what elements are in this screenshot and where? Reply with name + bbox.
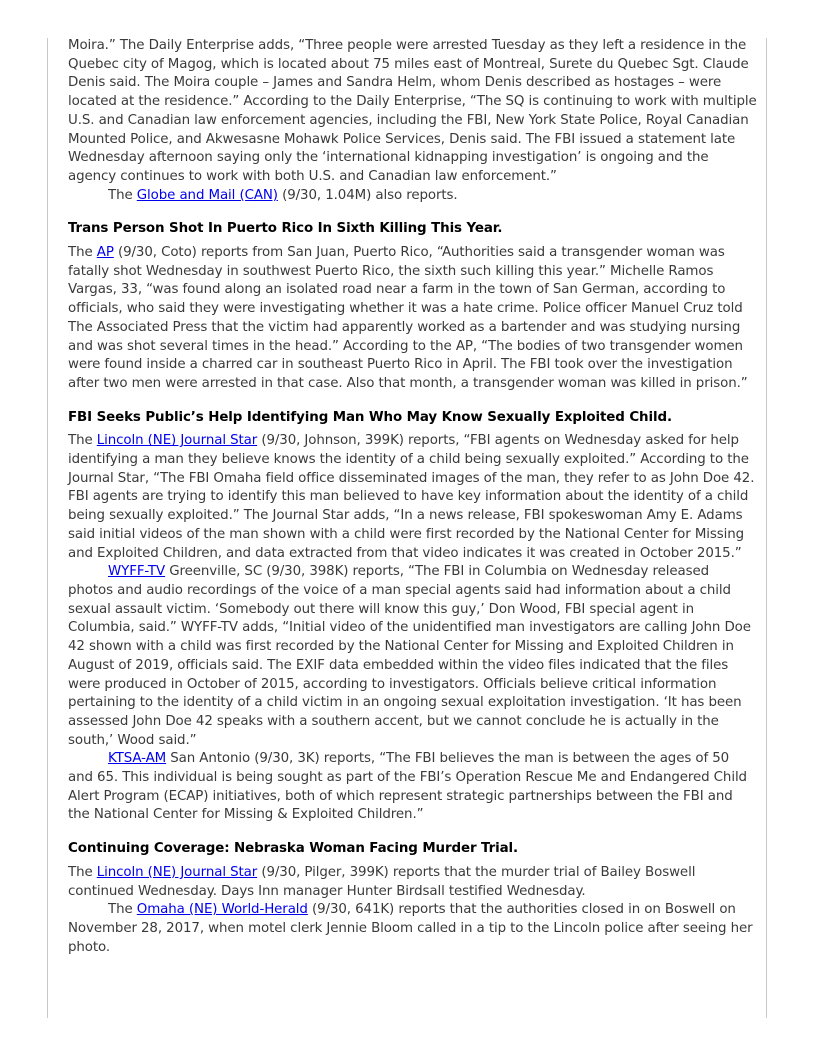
- text-prefix: The: [108, 902, 137, 918]
- article-paragraph: [68, 901, 758, 957]
- article-headline: FBI Seeks Public’s Help Identifying Man Who May Know Sexually Exploited Child.: [68, 409, 672, 425]
- intro-paragraph: Moira.” The Daily Enterprise adds, “Three people were arrested Tuesday as they left a residence in the Quebec city of Magog, which is located about 75 miles east of Montreal, Surete du Quebec Sgt. Claude Denis said. The Moira couple – James and Sandra Helm, whom Denis described as hostages – were located at the residence.” According to the Daily Enterprise, “The SQ is continuing to work with multiple U.S. and Canadian law enforcement agencies, including the FBI, New York State Police, Royal Canadian Mounted Police, and Akwesasne Mohawk Police Services, Denis said. The FBI issued a statement late Wednesday afternoon saying only the ‘international kidnapping investigation’ is ongoing and the agency continues to work with both U.S. and Canadian law enforcement.”: [68, 38, 757, 184]
- article-paragraph: [68, 864, 758, 901]
- ap-link[interactable]: AP: [96, 245, 114, 261]
- text-suffix: (9/30, 1.04M) also reports.: [277, 187, 458, 203]
- globe-and-mail-link[interactable]: Globe and Mail (CAN): [136, 187, 278, 203]
- text-prefix: The: [68, 864, 97, 880]
- text-suffix: Greenville, SC (9/30, 398K) reports, “The FBI in Columbia on Wednesday released photos and audio recordings of the voice of a man special agents said had information about a child sexual assault victim. ‘Somebody out there will know this guy,’ Don Wood, FBI special agent in Columbia, said.” WYFF-TV adds, “Initial video of the unidentified man investigators are calling John Doe 42 shown with a child was first recorded by the National Center for Missing and Exploited Children in August of 2019, officials said. The EXIF data embedded within the video files indicated that the files were produced in October of 2015, according to investigators. Officials believe critical information pertaining to the identity of a child victim in an ongoing sexual exploitation investigation. ‘It has been assessed John Doe 42 speaks with a southern accent, but we cannot conclude he is actually in the south,’ Wood said.”: [68, 564, 751, 748]
- article-headline: Continuing Coverage: Nebraska Woman Facing Murder Trial.: [68, 841, 518, 857]
- omaha-world-herald-link[interactable]: Omaha (NE) World-Herald: [136, 902, 308, 918]
- text-prefix: The: [68, 433, 97, 449]
- lincoln-journal-star-link[interactable]: Lincoln (NE) Journal Star: [96, 864, 258, 880]
- ktsa-am-link[interactable]: KTSA-AM: [108, 751, 167, 767]
- text-suffix: (9/30, Coto) reports from San Juan, Puerto Rico, “Authorities said a transgender woman was fatally shot Wednesday in southwest Puerto Rico, the sixth such killing this year.” Michelle Ramos Vargas, 33, “was found along an isolated road near a farm in the town of San German, according to officials, who said they were investigating whether it was a hate crime. Police officer Manuel Cruz told The Associated Press that the victim had apparently worked as a bartender and was studying nursing and was shot several times in the head.” According to the AP, “The bodies of two transgender women were found inside a charred car in southeast Puerto Rico in April. The FBI took over the investigation after two men were arrested in that case. Also that month, a transgender woman was killed in prison.”: [68, 245, 748, 391]
- text-prefix: The: [68, 245, 97, 261]
- article-paragraph: [68, 563, 758, 750]
- lincoln-journal-star-link[interactable]: Lincoln (NE) Journal Star: [96, 433, 258, 449]
- text-suffix: (9/30, Johnson, 399K) reports, “FBI agents on Wednesday asked for help identifying a man they believe knows the identity of a child being sexually exploited.” According to the Journal Star, “The FBI Omaha field office disseminated images of the man, they refer to as John Doe 42. FBI agents are trying to identify this man believed to have key information about the identity of a child being sexually exploited.” The Journal Star adds, “In a news release, FBI spokeswoman Amy E. Adams said initial videos of the man shown with a child were first recorded by the National Center for Missing and Exploited Children, and data extracted from that video indicates it was created in October 2015.”: [68, 433, 755, 561]
- intro-source-paragraph: [68, 187, 758, 206]
- wyff-tv-link[interactable]: WYFF-TV: [108, 564, 166, 580]
- article-paragraph: [68, 432, 758, 563]
- text-suffix: (9/30, 641K) reports that the authorities closed in on Boswell on November 28, 2017, when motel clerk Jennie Bloom called in a tip to the Lincoln police after seeing her photo.: [68, 902, 753, 955]
- text-suffix: (9/30, Pilger, 399K) reports that the murder trial of Bailey Boswell continued Wednesday. Days Inn manager Hunter Birdsall testified Wednesday.: [68, 864, 696, 899]
- article-headline: Trans Person Shot In Puerto Rico In Sixth Killing This Year.: [68, 221, 503, 237]
- article-paragraph: [68, 244, 758, 394]
- text-suffix: San Antonio (9/30, 3K) reports, “The FBI believes the man is between the ages of 50 and 65. This individual is being sought as part of the FBI’s Operation Rescue Me and Endangered Child Alert Program (ECAP) initiatives, both of which represent strategic partnerships between the FBI and the National Center for Missing & Exploited Children.”: [68, 751, 747, 823]
- document-body: [68, 37, 758, 957]
- article-paragraph: [68, 750, 758, 825]
- text-prefix: The: [108, 187, 137, 203]
